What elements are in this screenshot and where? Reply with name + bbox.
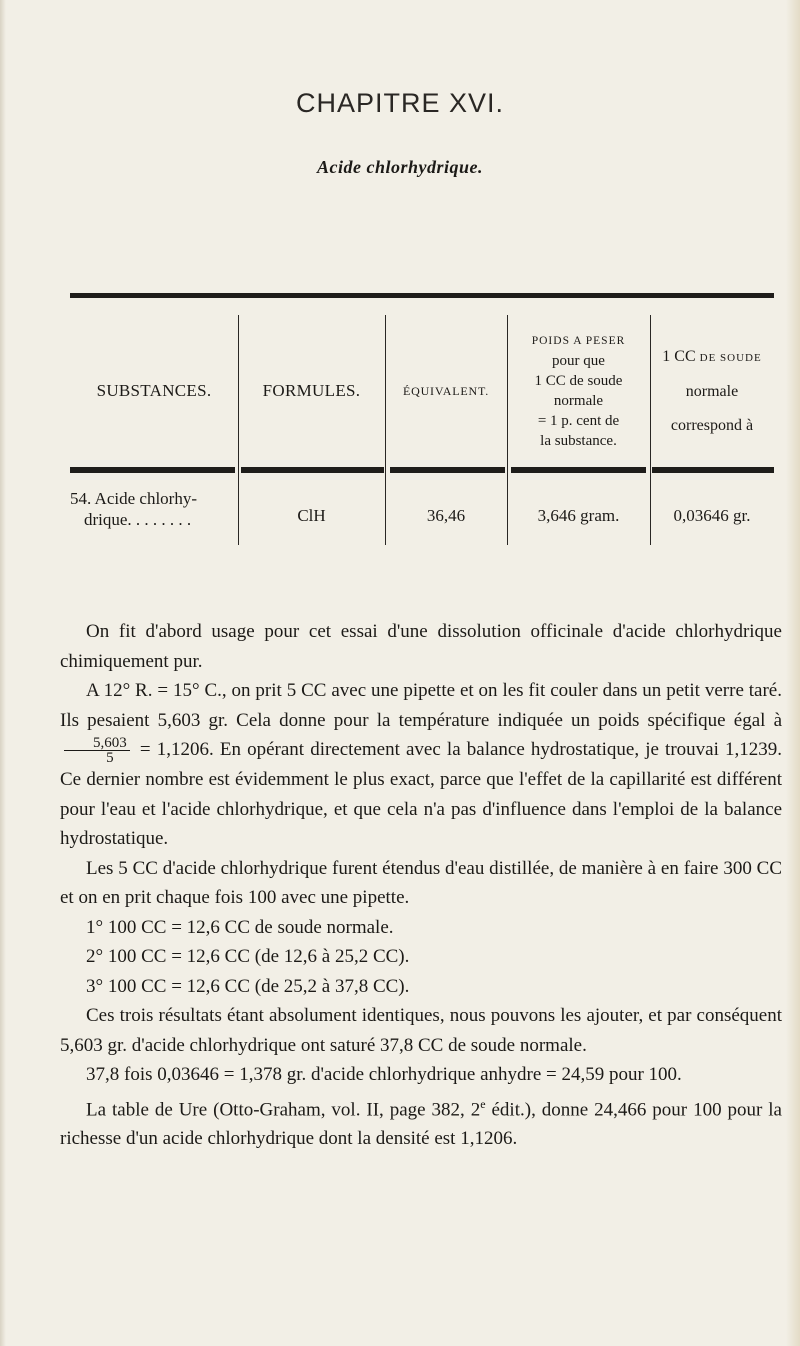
header-poids-line: POIDS A PESER xyxy=(531,335,626,347)
list-item: 2° 100 CC = 12,6 CC (de 12,6 à 25,2 CC). xyxy=(86,946,410,968)
header-equivalent-label: ÉQUIVALENT. xyxy=(402,383,489,398)
correspond-value: 0,03646 gr. xyxy=(673,506,751,525)
header-poids-line: normale xyxy=(553,393,604,409)
header-correspond-line: correspond à xyxy=(670,416,754,434)
header-formules xyxy=(238,318,385,464)
formule-value: ClH xyxy=(297,506,326,525)
header-poids-line: = 1 p. cent de xyxy=(537,413,620,429)
header-poids-line: pour que xyxy=(552,353,605,369)
header-formules-label: FORMULES. xyxy=(262,381,361,400)
cell-poids xyxy=(507,500,650,532)
equivalent-value: 36,46 xyxy=(426,506,466,525)
cell-substance xyxy=(70,488,240,530)
paragraph: Les 5 CC d'acide chlorhydrique furent étendus d'eau distillée, de manière à en faire 300 CC et on en prit chaque fois 100 avec une pipette. xyxy=(60,857,782,909)
body-text xyxy=(60,617,782,1154)
header-correspond xyxy=(650,318,774,464)
header-correspond-line: normale xyxy=(685,382,739,400)
paragraph-text: = 1,1206. En opérant directement avec la balance hydrostatique, je trouvai 1,1239. Ce dernier nombre est évidemment le plus exact, parce que l'effet de la capillarité est différent pour l'eau et l'acide chlorhydrique, et que cela n'a pas d'influence dans l'emploi de la balance hydrostatique. xyxy=(60,739,783,850)
rule-segment xyxy=(390,467,505,473)
rule-segment xyxy=(652,467,774,473)
section-subtitle: Acide chlorhydrique. xyxy=(317,157,483,177)
header-equivalent xyxy=(385,318,507,464)
header-poids-line: la substance. xyxy=(540,433,617,449)
substance-line: 54. Acide chlorhy- xyxy=(70,489,197,508)
rule-segment xyxy=(511,467,646,473)
paragraph: On fit d'abord usage pour cet essai d'une dissolution officinale d'acide chlorhydrique chimiquement pur. xyxy=(60,621,782,672)
paragraph-text: La table de Ure (Otto-Graham, vol. II, page 382, 2 xyxy=(86,1098,481,1120)
header-poids-line: 1 CC de soude xyxy=(534,373,623,389)
rule-segment xyxy=(241,467,384,473)
header-cc-label: 1 CC xyxy=(662,347,696,365)
header-substances-label: SUBSTANCES. xyxy=(96,381,212,400)
list-item: 3° 100 CC = 12,6 CC (de 25,2 à 37,8 CC). xyxy=(86,975,410,997)
list-item: 1° 100 CC = 12,6 CC de soude normale. xyxy=(86,916,394,938)
table-header-rule xyxy=(70,467,774,473)
header-substances xyxy=(70,318,238,464)
fraction-denominator: 5 xyxy=(106,750,114,767)
paragraph-text: édit.), donne 24,466 pour 100 pour la richesse d'un acide chlorhydrique dont la densité est 1,1206. xyxy=(60,1098,782,1150)
fraction xyxy=(64,736,130,765)
chapter-heading: CHAPITRE XVI. xyxy=(295,88,505,118)
fraction-numerator: 5,603 xyxy=(64,736,130,751)
paragraph-text: A 12° R. = 15° C., on prit 5 CC avec une pipette et on les fit couler dans un petit verre taré. Ils pesaient 5,603 gr. Cela donne pour la température indiquée un poids spécifique égal à xyxy=(60,680,782,731)
header-poids xyxy=(507,318,650,464)
table-top-rule xyxy=(70,293,774,298)
header-soude-label: DE SOUDE xyxy=(699,351,762,364)
paragraph xyxy=(60,676,782,854)
substance-line: drique. . . . . . . . xyxy=(84,510,192,529)
superscript: e xyxy=(480,1096,486,1111)
paragraph: Ces trois résultats étant absolument identiques, nous pouvons les ajouter, et par conséquent 5,603 gr. d'acide chlorhydrique ont saturé 37,8 CC de soude normale. xyxy=(60,1005,782,1056)
page-edge-shadow-right xyxy=(786,0,800,1346)
cell-formule xyxy=(238,500,385,532)
cell-equivalent xyxy=(385,500,507,532)
page-edge-shadow xyxy=(0,0,6,1346)
paragraph: 37,8 fois 0,03646 = 1,378 gr. d'acide chlorhydrique anhydre = 24,59 pour 100. xyxy=(86,1064,682,1086)
header-correspond-line xyxy=(662,340,761,375)
paragraph xyxy=(60,1090,782,1154)
rule-segment xyxy=(70,467,235,473)
poids-value: 3,646 gram. xyxy=(537,506,620,525)
cell-correspond xyxy=(650,500,774,532)
